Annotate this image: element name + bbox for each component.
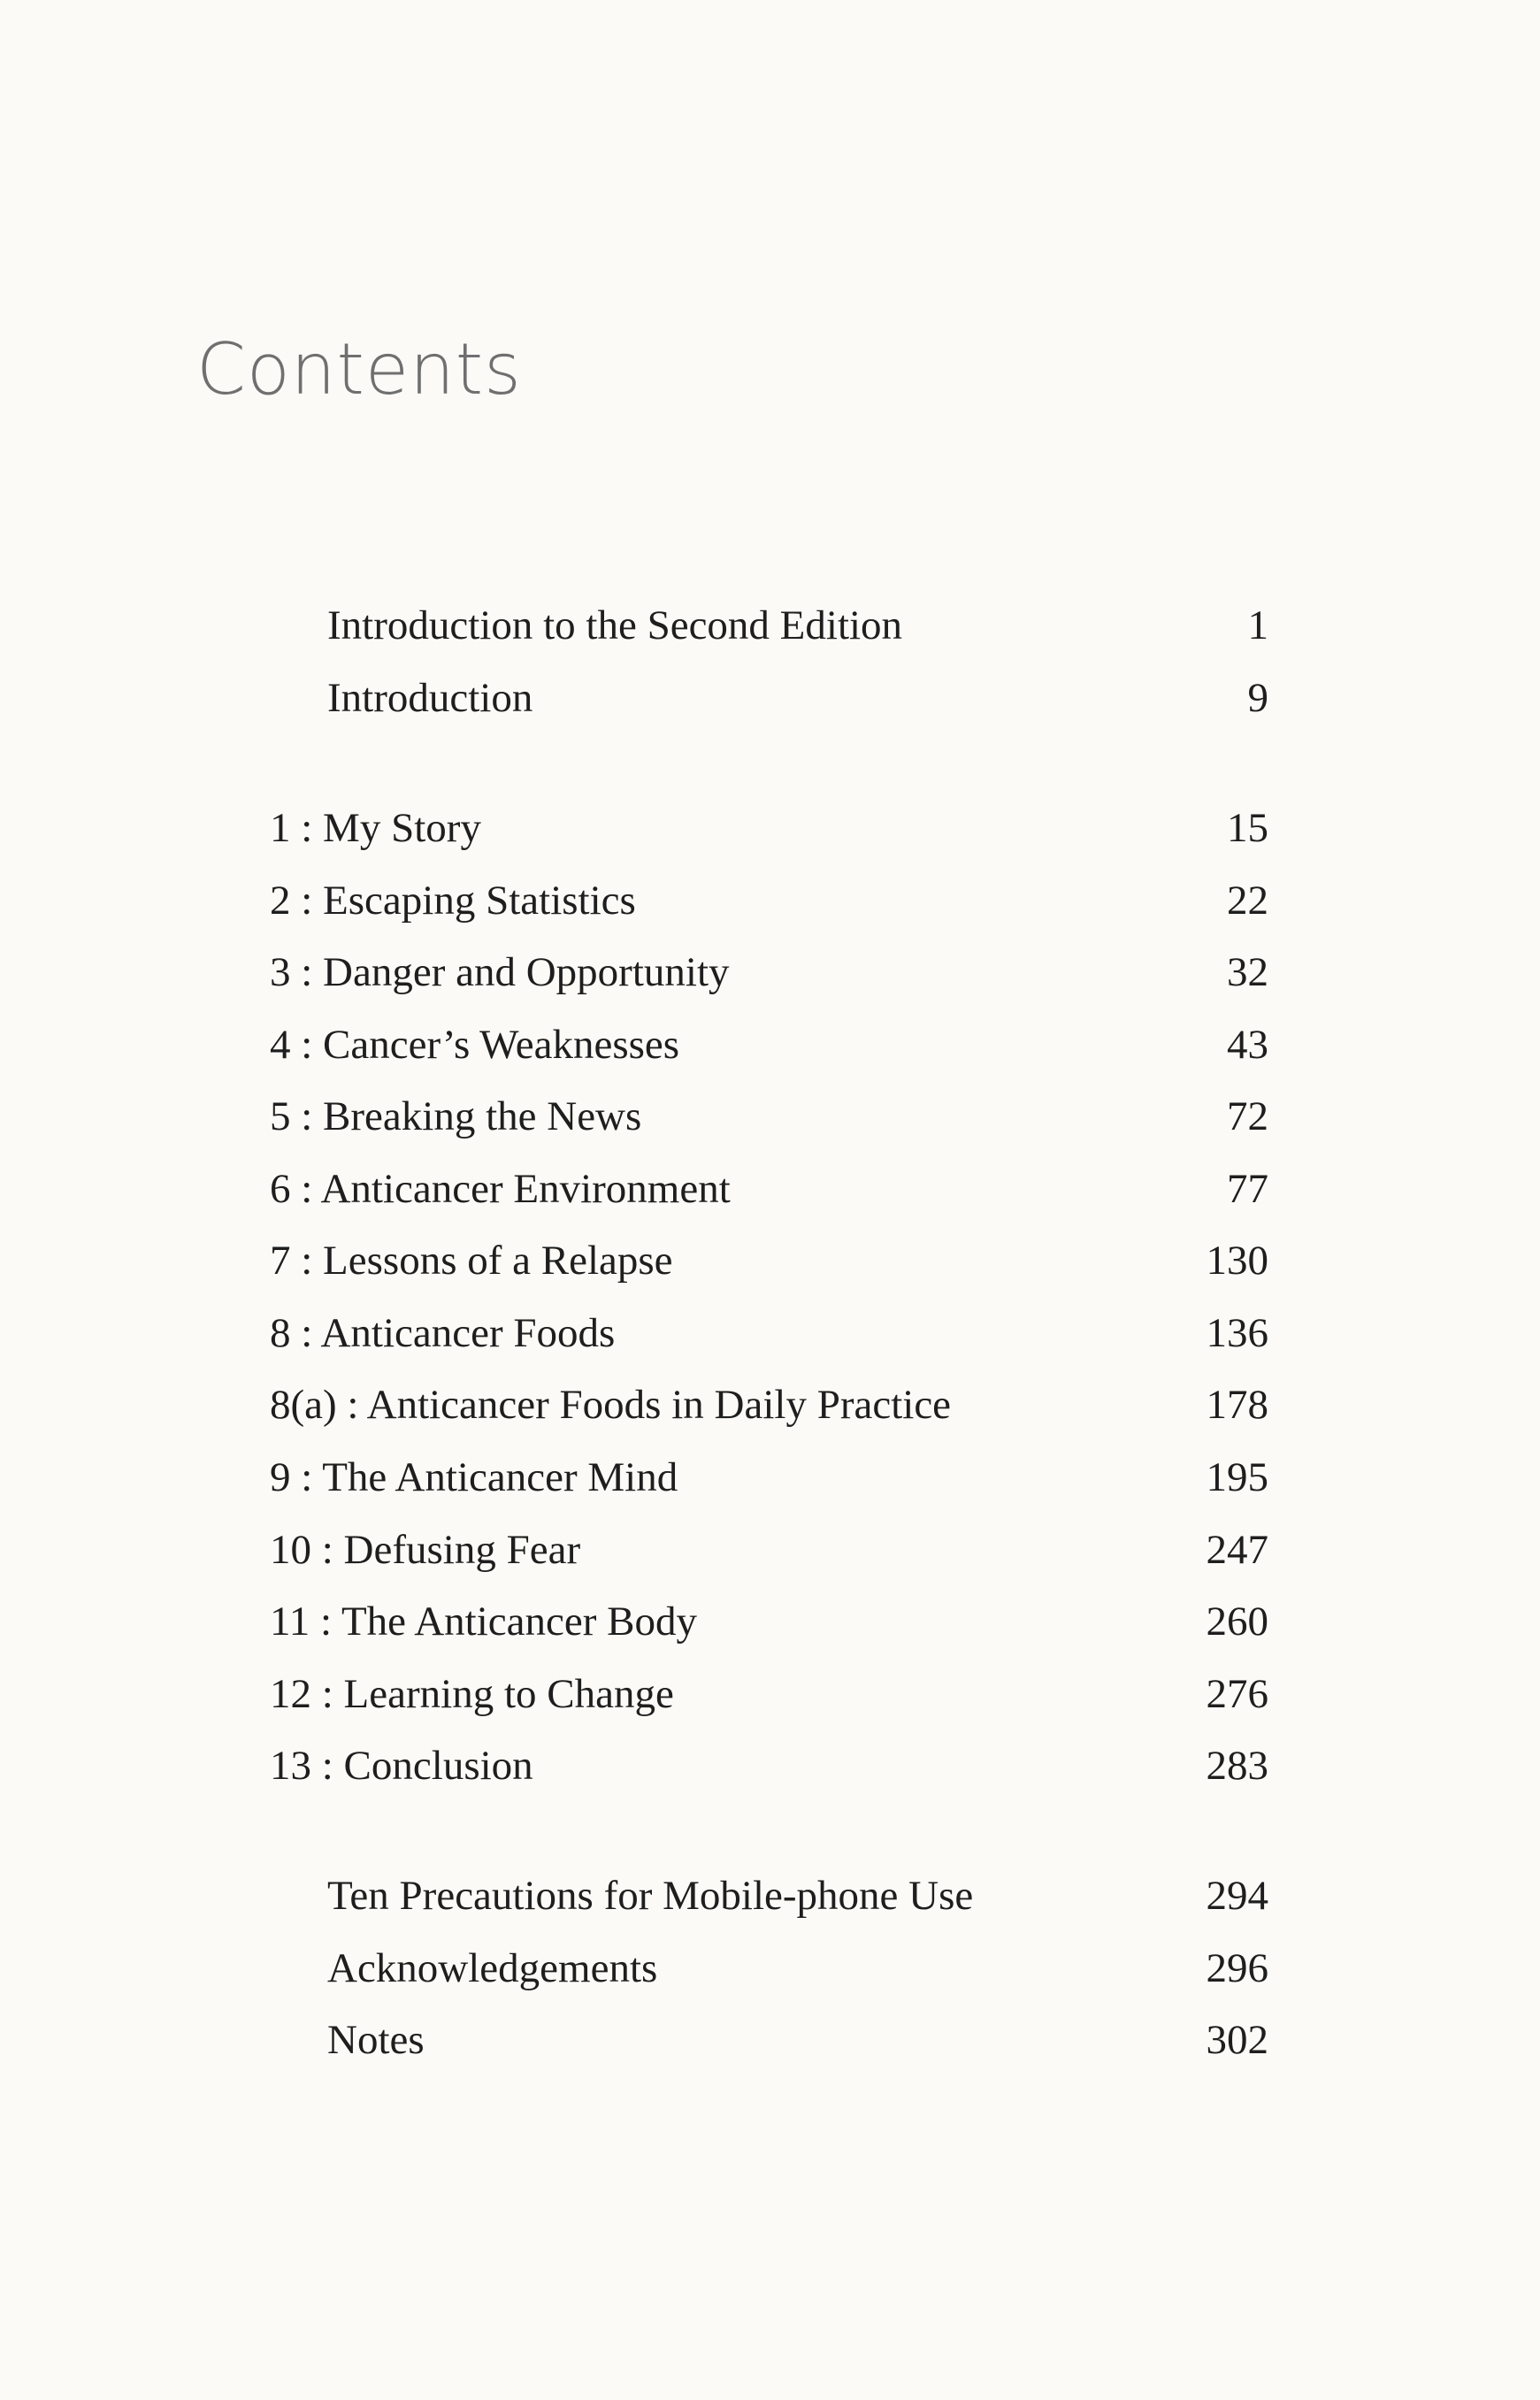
toc-entry-page: 178: [1206, 1382, 1268, 1428]
toc-entry-page: 22: [1227, 878, 1268, 924]
toc-entry-chapter: [270, 1441, 1268, 1514]
toc-entry-page: 72: [1227, 1093, 1268, 1139]
toc-entry-chapter: [270, 1297, 1268, 1369]
toc-entry-chapter: [270, 1514, 1268, 1586]
toc-entry-title: 5 : Breaking the News: [270, 1093, 642, 1139]
toc-entry-page: 43: [1227, 1022, 1268, 1068]
toc-entry-title: 2 : Escaping Statistics: [270, 878, 636, 924]
toc-entry-page: 195: [1206, 1454, 1268, 1500]
toc-entry-chapter: [270, 864, 1268, 937]
toc-entry-page: 294: [1206, 1873, 1268, 1919]
toc-entry-chapter: [270, 1080, 1268, 1153]
toc-entry-title: 10 : Defusing Fear: [270, 1527, 581, 1573]
toc-entry-title: 8(a) : Anticancer Foods in Daily Practice: [270, 1382, 952, 1428]
toc-entry-title: 9 : The Anticancer Mind: [270, 1454, 678, 1500]
toc-entry-chapter: [270, 1658, 1268, 1730]
toc-entry-title: Notes: [327, 2017, 425, 2063]
toc-entry-title: Acknowledgements: [327, 1945, 658, 1991]
toc-entry-chapter: [270, 792, 1268, 864]
toc-entry-page: 283: [1206, 1743, 1268, 1789]
toc-entry-page: 276: [1206, 1671, 1268, 1717]
toc-entry-chapter: [270, 1369, 1268, 1441]
toc-entry-page: 296: [1206, 1945, 1268, 1991]
toc-entry-page: 260: [1206, 1599, 1268, 1645]
toc-entry-title: 3 : Danger and Opportunity: [270, 949, 730, 995]
toc-entry-page: 15: [1227, 805, 1268, 851]
toc-entry-title: 6 : Anticancer Environment: [270, 1166, 731, 1212]
toc-entry-page: 32: [1227, 949, 1268, 995]
toc-entry-title: 4 : Cancer’s Weaknesses: [270, 1022, 680, 1068]
toc-entry-title: 1 : My Story: [270, 805, 481, 851]
toc-entry-page: 77: [1227, 1166, 1268, 1212]
toc-entry-page: 9: [1247, 675, 1268, 721]
toc-entry-back-2: [327, 1932, 1268, 2005]
toc-entry-page: 136: [1206, 1310, 1268, 1356]
toc-entry-back-1: [327, 1859, 1268, 1932]
toc-entry-page: 302: [1206, 2017, 1268, 2063]
toc-entry-chapter: [270, 1153, 1268, 1225]
toc-entry-front-2: [327, 662, 1268, 734]
toc-entry-title: 11 : The Anticancer Body: [270, 1599, 697, 1645]
toc-entry-chapter: [270, 1224, 1268, 1297]
toc-entry-title: 8 : Anticancer Foods: [270, 1310, 616, 1356]
toc-entry-chapter: [270, 1585, 1268, 1658]
toc-entry-chapter: [270, 1729, 1268, 1802]
toc-entry-title: 13 : Conclusion: [270, 1743, 533, 1789]
toc-entry-title: 12 : Learning to Change: [270, 1671, 674, 1717]
toc-entry-title: Ten Precautions for Mobile-phone Use: [327, 1873, 974, 1919]
toc-entry-back-3: [327, 2004, 1268, 2076]
toc-entry-page: 1: [1247, 602, 1268, 648]
toc-entry-title: Introduction: [327, 675, 533, 721]
toc-entry-page: 247: [1206, 1527, 1268, 1573]
toc-entry-front-1: [327, 589, 1268, 662]
toc-entry-chapter: [270, 1008, 1268, 1081]
toc-entry-page: 130: [1206, 1238, 1268, 1284]
toc-entry-title: 7 : Lessons of a Relapse: [270, 1238, 673, 1284]
contents-heading: Contents: [196, 328, 522, 410]
toc-entry-title: Introduction to the Second Edition: [327, 602, 903, 648]
toc-entry-chapter: [270, 936, 1268, 1008]
